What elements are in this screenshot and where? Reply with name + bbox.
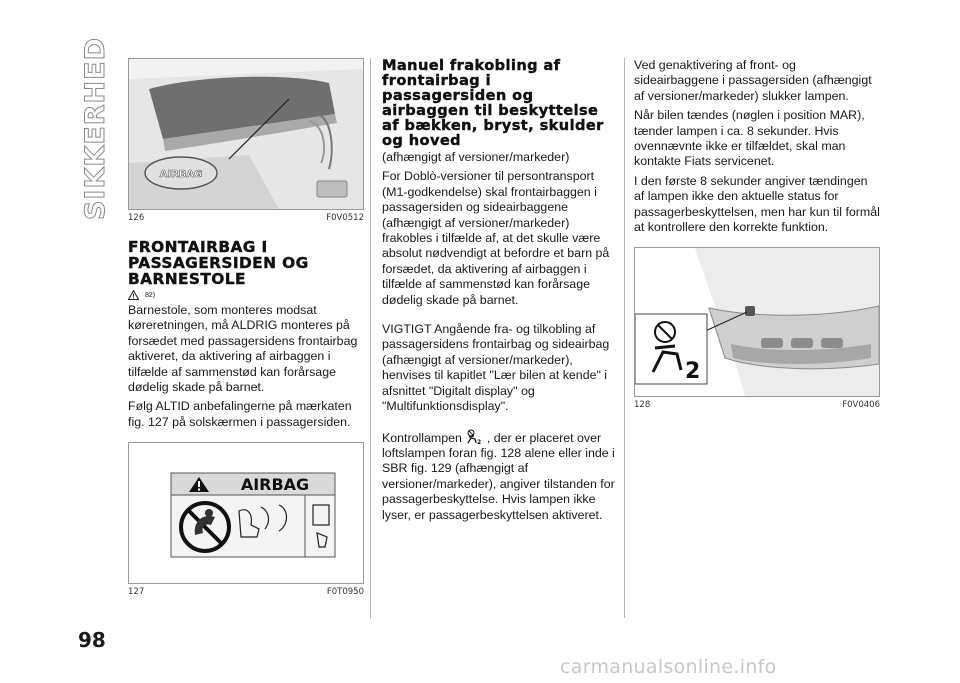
roof-lamp-illustration — [635, 248, 879, 396]
section-heading-frontairbag: FRONTAIRBAG I PASSAGERSIDEN OG BARNESTOLE — [128, 238, 309, 288]
airbag-warning-label-illustration — [129, 443, 363, 583]
column-divider — [370, 58, 371, 618]
section-heading-manual-deactivation: Manuel frakobling af frontairbag i passagersiden og airbaggen til beskyttelse af bækken, bryst, skulder og hoved — [382, 57, 604, 149]
figure-code: F0V0512 — [326, 213, 364, 223]
paragraph: I den første 8 sekunder angiver tændingen af lampen ikke den aktuelle status for passagerbeskyttelsen, men har kun til formål at kontrollere den korrekte funktion. — [634, 173, 880, 235]
figure-number: 128 — [634, 400, 651, 411]
warning-triangle-icon — [128, 290, 139, 300]
subheading-versions: (afhængigt af versioner/markeder) — [382, 150, 570, 164]
watermark: carmanualsonline.info — [560, 656, 777, 678]
figure-number: 126 — [128, 213, 145, 223]
paragraph: Når bilen tændes (nøglen i position MAR), tænder lampen i ca. 8 sekunder. Hvis ovennævnte ikke er tilfældet, skal man kontakte Fiats servicenet. — [634, 108, 865, 169]
text-fragment: Kontrollampen — [382, 430, 462, 445]
figure-number: 127 — [128, 587, 145, 598]
paragraph: Ved genaktivering af front- og sideairbaggene i passagersiden (afhængigt af versioner/markeder) slukker lampen. — [634, 58, 872, 103]
warning-reference-number: 82) — [145, 291, 156, 299]
passenger-airbag-off-icon — [465, 429, 483, 445]
figure-127 — [128, 442, 364, 584]
figure-code: F0V0406 — [842, 400, 880, 411]
dashboard-airbag-illustration — [129, 59, 363, 209]
figure-code: F0T0950 — [326, 587, 364, 598]
page-number: 98 — [78, 628, 106, 652]
paragraph-important: VIGTIGT Angående fra- og tilkobling af passagersidens frontairbag og sideairbag (afhængigt af versioner/markeder), henvises til kapitlet "Lær bilen at kende" i afsnittet "Digitalt display" og "Multifunktionsdisplay". — [382, 322, 610, 414]
paragraph: Barnestole, som monteres modsat køreretningen, må ALDRIG monteres på forsædet med passagersidens frontairbag aktiveret, da aktivering af airbaggen i tilfælde af sammenstød kan forårsage dødelig skade på barnet. — [128, 303, 358, 395]
figure-128-caption — [634, 400, 880, 410]
column-divider — [624, 58, 625, 618]
chapter-tab — [78, 36, 114, 220]
paragraph: For Doblò-versioner til persontransport (M1-godkendelse) skal frontairbaggen i passagersiden og sideairbaggene (afhængigt af versioner/markeder) frakobles i tilfælde af, at det skulle være absolut nødvendigt at befordre et barn på forsædet, da aktivering af airbaggen i tilfælde af sammenstød kan forårsage dødelig skade på barnet. — [382, 169, 610, 307]
middle-column — [382, 58, 616, 527]
paragraph: Følg ALTID anbefalingerne på mærkaten fig. 127 på solskærmen i passagersiden. — [128, 399, 352, 429]
text-fragment: , der er placeret over loftslampen foran fig. 128 alene eller inde i SBR fig. 129 (afhængigt af versioner/markeder), angiver tilstanden for passagerbeskyttelse. Hvis lampen ikke lyser, er passagerbeskyttelsen aktiveret. — [382, 430, 615, 522]
figure-126 — [128, 58, 364, 210]
figure-128 — [634, 247, 880, 397]
seat-position-badge: 2 — [685, 359, 701, 385]
figure-127-caption — [128, 587, 364, 597]
left-column — [128, 58, 364, 597]
airbag-label-emboss: AIRBAG — [159, 169, 203, 180]
right-column — [634, 58, 880, 410]
svg-text:2: 2 — [477, 438, 482, 445]
airbag-sticker-title: AIRBAG — [240, 475, 310, 495]
paragraph-warning-light — [382, 429, 616, 523]
warning-reference — [128, 290, 364, 300]
chapter-title: SIKKERHED — [80, 36, 112, 220]
figure-126-caption — [128, 213, 364, 223]
